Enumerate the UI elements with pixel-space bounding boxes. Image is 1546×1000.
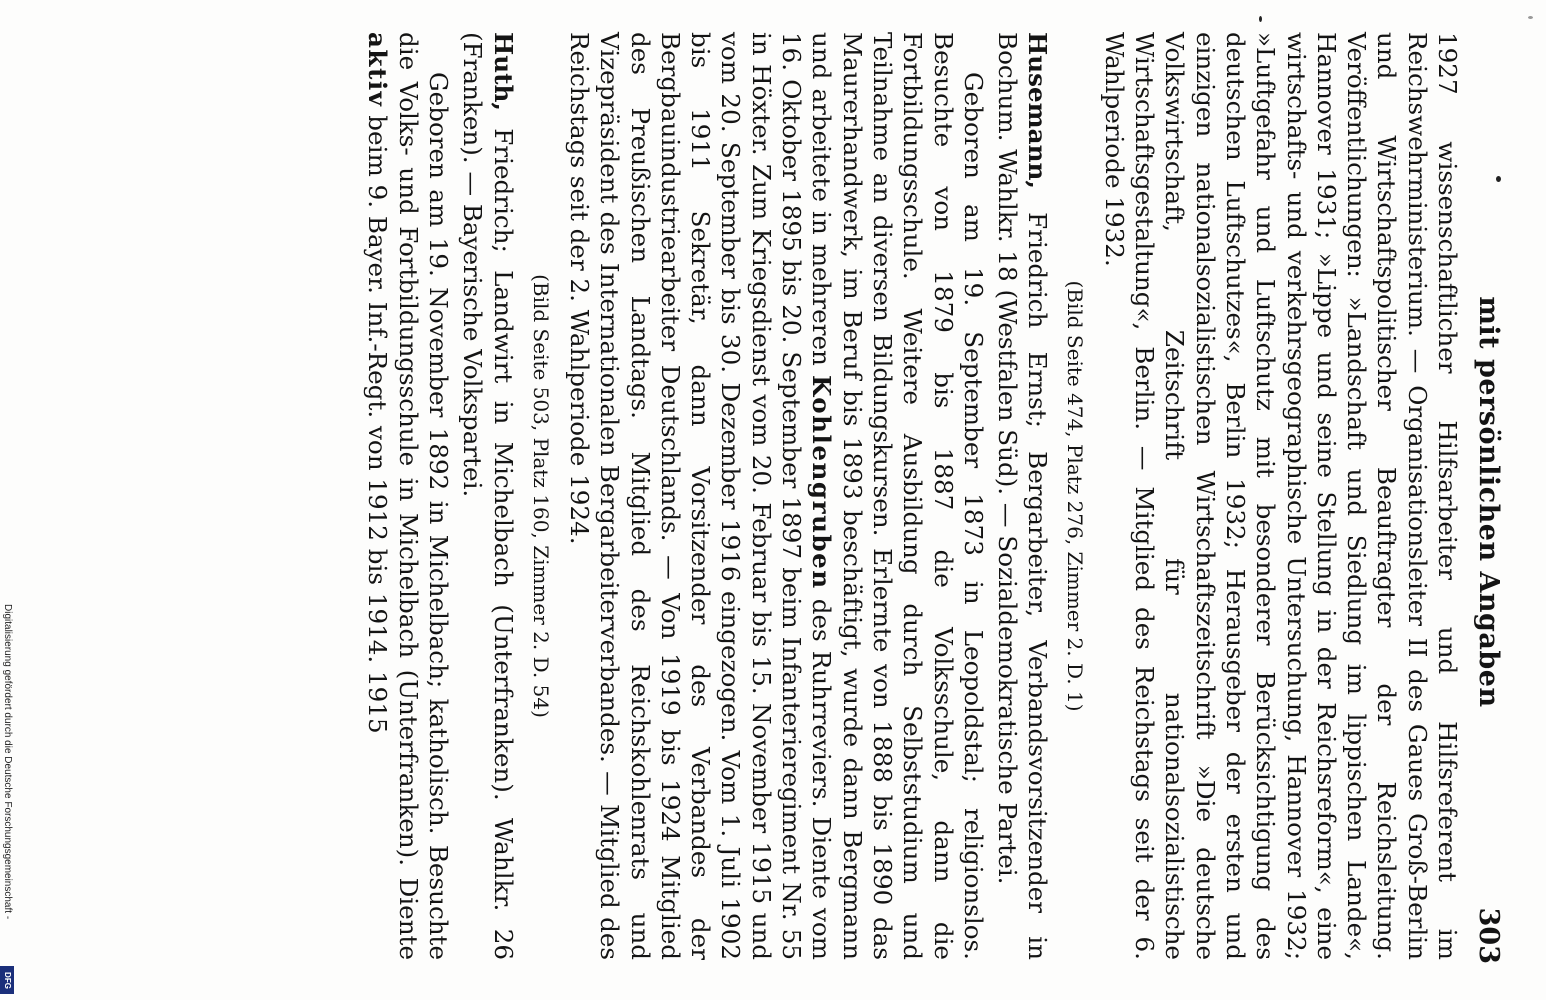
dfg-logo-text: DFG <box>2 971 12 989</box>
credit-text: Digitalisierung gefördert durch die Deutsche Forschungsgemeinschaft - <box>2 604 13 920</box>
scan-speck <box>1528 16 1533 19</box>
page-number: 303 <box>1473 907 1504 964</box>
bio-emphasis: aktiv <box>363 32 393 108</box>
bio-text-part: beim 9. Bayer. Inf.-Regt. von 1912 bis 1914. 1915 <box>363 107 393 734</box>
running-title: mit persönlichen Angaben <box>1473 296 1504 708</box>
entry-intro: Friedrich Ernst; Bergarbeiter, Verbandsvorsitzender in Bochum. Wahlkr. 18 (Westfalen Süd). — Sozialdemokratische Partei. <box>993 32 1053 960</box>
bio-text-part: Geboren am 19. November 1892 in Michelbach; katholisch. Besuchte die Volks- und Fortbildungsschule in Michelbach (Unterfranken). Diente <box>393 32 454 960</box>
text-column <box>362 22 1462 982</box>
dfg-logo <box>0 966 14 994</box>
book-page <box>20 22 1510 982</box>
bio-text-part: des Ruhrreviers. Diente vom 16. Oktober 1895 bis 20. September 1897 beim Infanterieregiment Nr. 55 in Höxter. Zum Kriegsdienst vom 20. Februar bis 15. November 1915 und vom 20. September bis 30. Dezember 1916 eingezogen. Vom 1. Juli 1902 bis 1911 Sekretär, dann Vorsitzender des Verbandes der Bergbauindustriearbeiter Deutschlands. — Von 1919 bis 1924 Mitglied des Preußischen Landtags. Mitglied des Reichskohlenrats und Vizepräsident des Internationalen Bergarbeiterverbandes. — Mitglied des Reichstags seit der 2. Wahlperiode 1924. <box>564 32 837 960</box>
bio-emphasis: Kohlengruben <box>807 374 837 590</box>
entry-heading <box>992 32 1053 960</box>
page-header <box>1462 22 1510 982</box>
entry-biography <box>564 32 988 960</box>
entry-biography <box>362 32 453 960</box>
entry-heading <box>457 32 518 960</box>
entry-continuation: 1927 wissenschaftlicher Hilfsarbeiter und Hilfsreferent im Reichswehrministerium. — Organisationsleiter II des Gaues Groß-Berlin und Wirtschaftspolitischer Beauftragter der Reichsleitung. Veröffentlichungen: »Landschaft und Siedlung im lippischen Lande«, Hannover 1931; »Lippe und seine Stellung in der Reichsreform«, eine wirtschafts- und verkehrsgeographische Untersuchung, Hannover 1932; »Luftgefahr und Luftschutz mit besonderer Berücksichtigung des deutschen Luftschutzes«, Berlin 1932; Herausgeber der ersten und einzigen nationalsozialistischen Wirtschaftszeitschrift »Die deutsche Volkswirtschaft, Zeitschrift für nationalsozialistische Wirtschaftsgestaltung«, Berlin. — Mitglied des Reichstags seit der 6. Wahlperiode 1932. <box>1099 32 1462 960</box>
digitization-credit <box>0 604 14 996</box>
bio-text-part: Geboren am 19. September 1873 in Leopoldstal; religionslos. Besuchte von 1879 bis 1887 die Volksschule, dann die Fortbildungsschule. Weitere Ausbildung durch Selbststudium und Teilnahme an diversen Bildungskursen. Erlernte von 1888 bis 1890 das Maurerhandwerk, im Beruf bis 1893 beschäftigt, wurde dann Bergmann und arbeitete in mehreren <box>807 32 988 960</box>
entry-intro: Friedrich; Landwirt in Michelbach (Unterfranken). Wahlkr. 26 (Franken). — Bayerische Volkspartei. <box>458 32 518 960</box>
entry-name: Husemann, <box>1023 32 1053 189</box>
entry-name: Huth, <box>488 32 518 111</box>
photo-reference: (Bild Seite 474, Platz 276, Zimmer 2. D. 1) <box>1063 280 1088 712</box>
photo-reference: (Bild Seite 503, Platz 160, Zimmer 2. D. 54) <box>528 274 553 718</box>
